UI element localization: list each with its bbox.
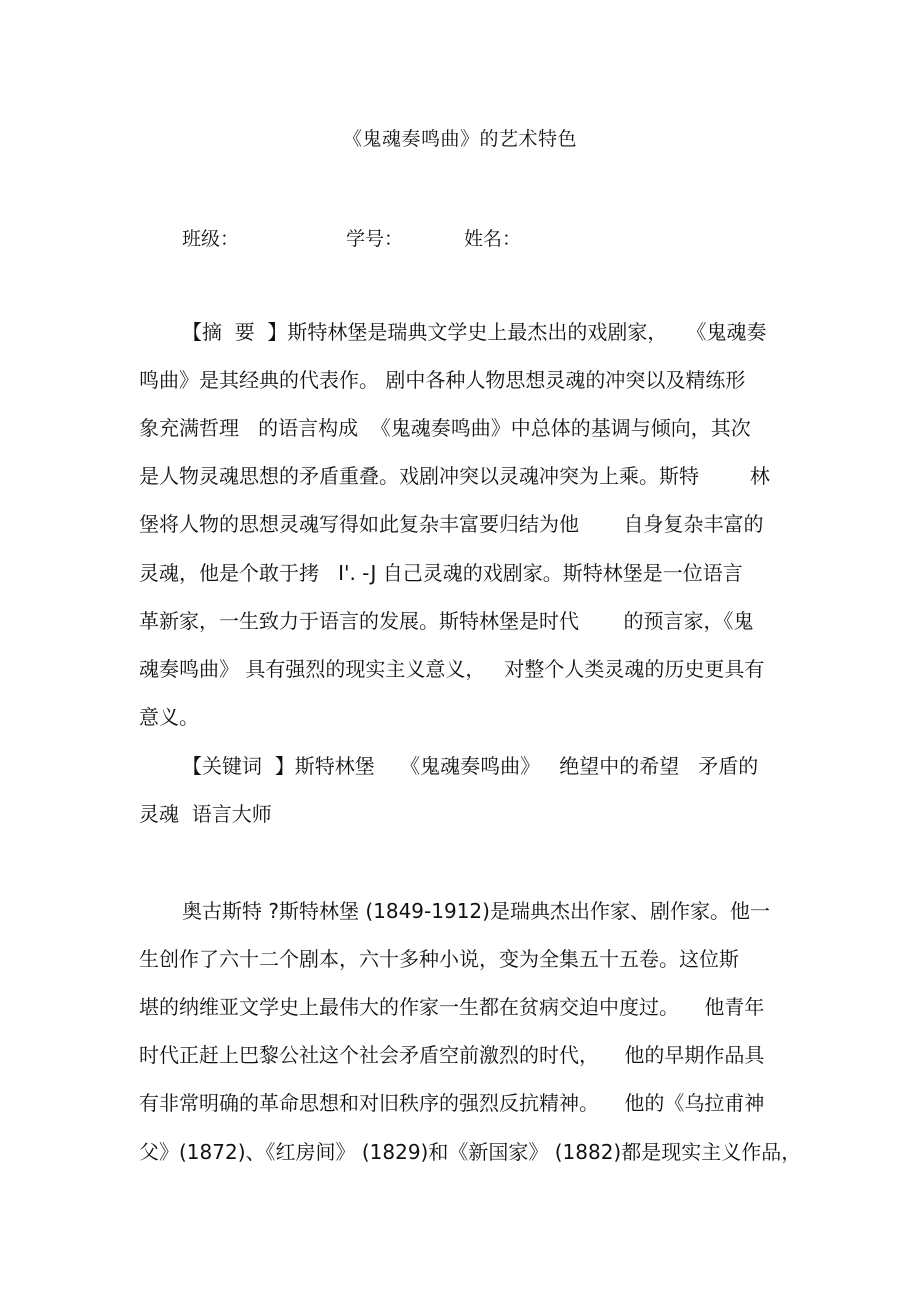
abstract-line: 意义。 xyxy=(139,705,199,729)
student-id-label: 学号： xyxy=(346,228,404,250)
body-line: 生创作了六十二个剧本，六十多种小说，变为全集五十五卷。这位斯 xyxy=(139,947,739,971)
abstract-line: 魂奏鸣曲》 具有强烈的现实主义意义， 对整个人类灵魂的历史更具有 xyxy=(139,657,765,681)
body-line: 时代正赶上巴黎公社这个社会矛盾空前激烈的时代， 他的早期作品具 xyxy=(139,1043,765,1067)
page-title: 《鬼魂奏鸣曲》的艺术特色 xyxy=(342,128,577,150)
abstract-line: 【摘 要 】斯特林堡是瑞典文学史上最杰出的戏剧家， 《鬼魂奏 xyxy=(182,320,767,344)
abstract-line: 革新家，一生致力于语言的发展。斯特林堡是时代 的预言家，《鬼 xyxy=(139,609,754,633)
abstract-line: 是人物灵魂思想的矛盾重叠。戏剧冲突以灵魂冲突为上乘。斯特 林 xyxy=(139,464,770,488)
body-line: 父》(1872)、《红房间》 (1829)和《新国家》 (1882)都是现实主义作品， xyxy=(139,1140,802,1164)
keywords-line: 【关键词 】斯特林堡 《鬼魂奏鸣曲》 绝望中的希望 矛盾的 xyxy=(182,754,759,778)
abstract-line: 鸣曲》是其经典的代表作。 剧中各种人物思想灵魂的冲突以及精练形 xyxy=(139,368,746,392)
body-line: 堪的纳维亚文学史上最伟大的作家一生都在贫病交迫中度过。 他青年 xyxy=(139,995,765,1019)
student-name-label: 姓名： xyxy=(464,228,522,250)
abstract-line: 灵魂，他是个敢于拷 I'. -J 自己灵魂的戏剧家。斯特林堡是一位语言 xyxy=(139,561,743,585)
abstract-line: 堡将人物的思想灵魂写得如此复杂丰富要归结为他 自身复杂丰富的 xyxy=(139,512,764,536)
abstract-line: 象充满哲理 的语言构成 《鬼魂奏鸣曲》中总体的基调与倾向，其次 xyxy=(139,416,751,440)
body-line: 有非常明确的革命思想和对旧秩序的强烈反抗精神。 他的《乌拉甫神 xyxy=(139,1091,765,1115)
body-line: 奥古斯特 ?斯特林堡 (1849-1912)是瑞典杰出作家、剧作家。他一 xyxy=(182,899,770,923)
class-label: 班级： xyxy=(182,228,240,250)
keywords-line: 灵魂 语言大师 xyxy=(139,802,272,826)
